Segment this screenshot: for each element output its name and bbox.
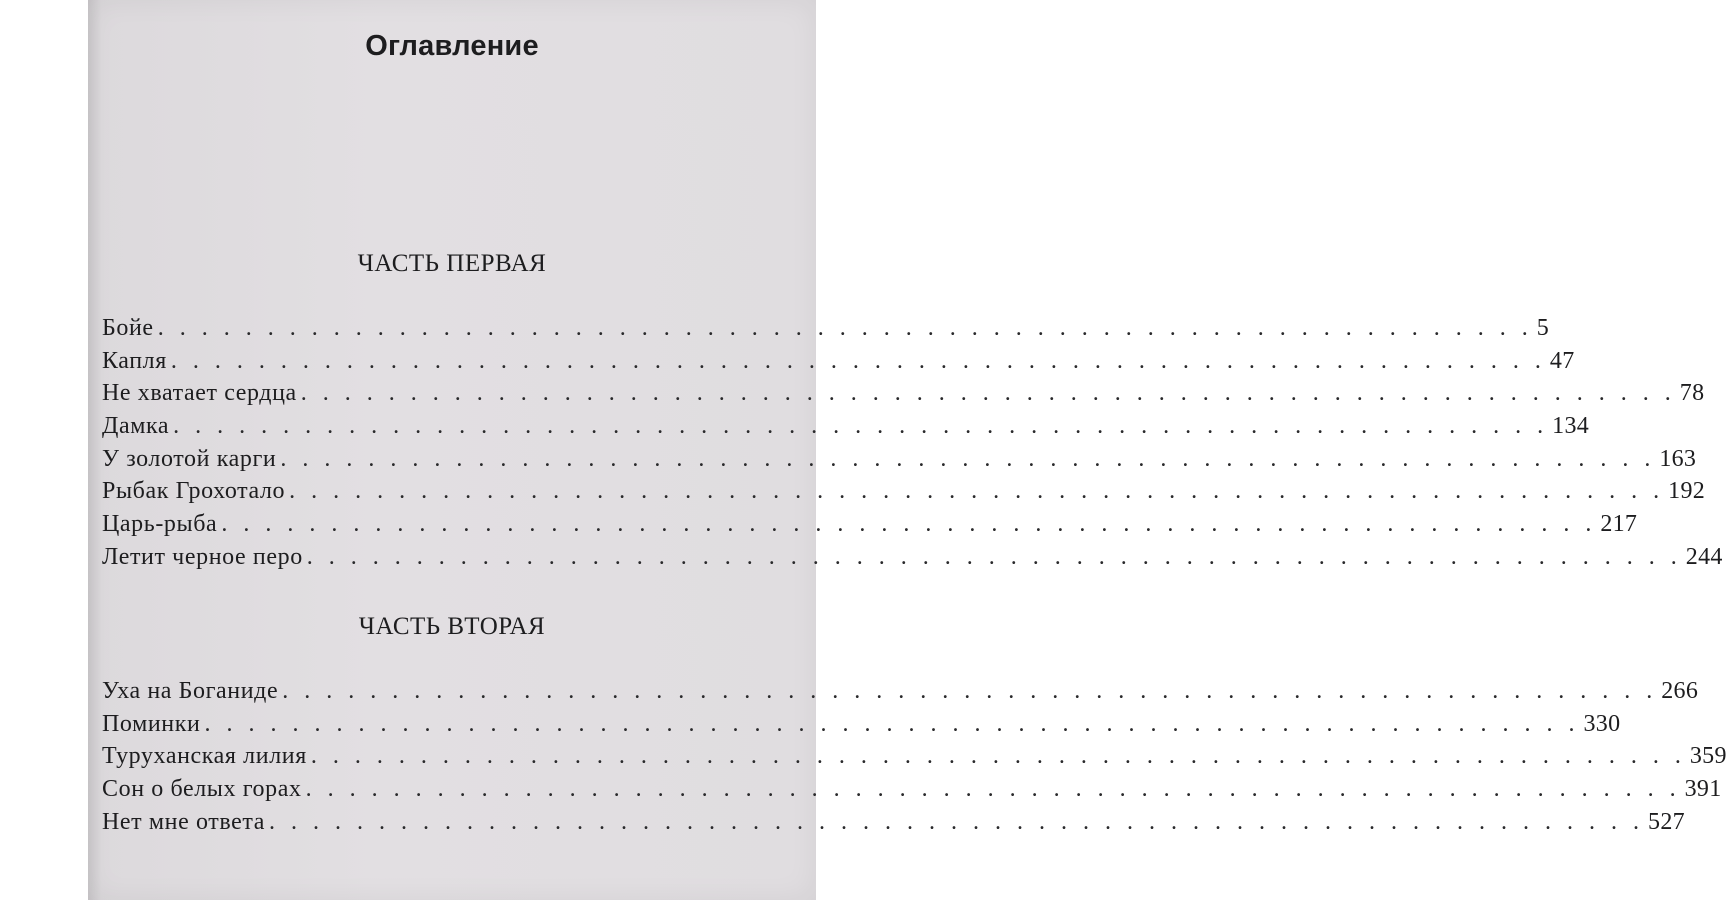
toc-entry-page: 163 bbox=[1659, 445, 1697, 472]
toc-entry[interactable] bbox=[102, 475, 1706, 508]
dot-leader: . . . . . . . . . . . . . . . . . . . . . . . . . . . . . . . . . . . . . . . . . . . . . . . . . . . . . . . . . . . . . . . bbox=[204, 710, 1580, 737]
dot-leader: . . . . . . . . . . . . . . . . . . . . . . . . . . . . . . . . . . . . . . . . . . . . . . . . . . . . . . . . . . . . . . . bbox=[170, 347, 1546, 374]
toc-entry-title: Летит черное перо bbox=[102, 543, 303, 570]
dot-leader: . . . . . . . . . . . . . . . . . . . . . . . . . . . . . . . . . . . . . . . . . . . . . . . . . . . . . . . . . . . . . . . bbox=[157, 315, 1533, 341]
dot-leader: . . . . . . . . . . . . . . . . . . . . . . . . . . . . . . . . . . . . . . . . . . . . . . . . . . . . . . . . . . . . . . . bbox=[289, 478, 1665, 505]
part-one-heading: ЧАСТЬ ПЕРВАЯ bbox=[357, 250, 547, 277]
toc-entry[interactable] bbox=[102, 508, 1638, 541]
toc-entry-title: Уха на Боганиде bbox=[102, 678, 279, 704]
toc-entry-title: У золотой карги bbox=[102, 445, 277, 472]
toc-entry-title: Нет мне ответа bbox=[102, 808, 266, 835]
toc-entry[interactable] bbox=[102, 773, 1722, 806]
part-two-entries bbox=[102, 675, 1727, 838]
dot-leader: . . . . . . . . . . . . . . . . . . . . . . . . . . . . . . . . . . . . . . . . . . . . . . . . . . . . . . . . . . . . . . . bbox=[269, 808, 1645, 835]
dot-leader: . . . . . . . . . . . . . . . . . . . . . . . . . . . . . . . . . . . . . . . . . . . . . . . . . . . . . . . . . . . . . . . bbox=[280, 445, 1656, 472]
toc-entry-title: Туруханская лилия bbox=[102, 743, 307, 770]
toc-entry-title: Бойе bbox=[102, 315, 154, 341]
toc-entry[interactable] bbox=[102, 740, 1727, 773]
toc-entry[interactable] bbox=[102, 443, 1697, 476]
toc-entry-page: 192 bbox=[1668, 478, 1706, 505]
toc-entry-page: 266 bbox=[1661, 678, 1699, 704]
toc-entry[interactable] bbox=[102, 541, 1723, 574]
toc-entry-title: Поминки bbox=[102, 710, 201, 737]
toc-entry-title: Дамка bbox=[102, 413, 170, 440]
toc-entry-title: Царь-рыба bbox=[102, 511, 218, 538]
toc-entry[interactable] bbox=[102, 806, 1685, 839]
toc-entry-title: Сон о белых горах bbox=[102, 776, 302, 803]
dot-leader: . . . . . . . . . . . . . . . . . . . . . . . . . . . . . . . . . . . . . . . . . . . . . . . . . . . . . . . . . . . . . . . bbox=[306, 543, 1682, 570]
toc-entry[interactable] bbox=[102, 377, 1705, 410]
toc-entry-title: Капля bbox=[102, 347, 167, 374]
toc-entry[interactable] bbox=[102, 312, 1549, 345]
dot-leader: . . . . . . . . . . . . . . . . . . . . . . . . . . . . . . . . . . . . . . . . . . . . . . . . . . . . . . . . . . . . . . . bbox=[305, 776, 1681, 803]
toc-entry-title: Рыбак Грохотало bbox=[102, 478, 286, 505]
book-page bbox=[88, 0, 1727, 900]
toc-entry[interactable] bbox=[102, 345, 1575, 378]
toc-entry-page: 244 bbox=[1685, 543, 1723, 570]
page-gutter-shadow bbox=[88, 0, 102, 900]
part-two-heading: ЧАСТЬ ВТОРАЯ bbox=[358, 613, 546, 640]
toc-entry-page: 527 bbox=[1648, 808, 1685, 835]
toc-entry-page: 134 bbox=[1552, 413, 1590, 440]
dot-leader: . . . . . . . . . . . . . . . . . . . . . . . . . . . . . . . . . . . . . . . . . . . . . . . . . . . . . . . . . . . . . . . bbox=[221, 511, 1597, 538]
toc-entry[interactable] bbox=[102, 708, 1621, 741]
page-title: Оглавление bbox=[365, 30, 539, 62]
dot-leader: . . . . . . . . . . . . . . . . . . . . . . . . . . . . . . . . . . . . . . . . . . . . . . . . . . . . . . . . . . . . . . . bbox=[282, 678, 1658, 704]
toc-entry-page: 78 bbox=[1679, 380, 1705, 407]
dot-leader: . . . . . . . . . . . . . . . . . . . . . . . . . . . . . . . . . . . . . . . . . . . . . . . . . . . . . . . . . . . . . . . bbox=[310, 743, 1686, 770]
dot-leader: . . . . . . . . . . . . . . . . . . . . . . . . . . . . . . . . . . . . . . . . . . . . . . . . . . . . . . . . . . . . . . . bbox=[173, 413, 1549, 440]
toc-entry-page: 5 bbox=[1536, 315, 1549, 341]
part-one-entries bbox=[102, 312, 1723, 574]
toc-entry[interactable] bbox=[102, 675, 1699, 708]
toc-entry-page: 217 bbox=[1600, 511, 1638, 538]
toc-entry-page: 391 bbox=[1684, 776, 1722, 803]
toc-entry-page: 330 bbox=[1583, 710, 1621, 737]
toc-entry-page: 47 bbox=[1549, 347, 1575, 374]
toc-entry-page: 359 bbox=[1689, 743, 1727, 770]
dot-leader: . . . . . . . . . . . . . . . . . . . . . . . . . . . . . . . . . . . . . . . . . . . . . . . . . . . . . . . . . . . . . . . bbox=[300, 380, 1676, 407]
toc-entry[interactable] bbox=[102, 410, 1590, 443]
toc-entry-title: Не хватает сердца bbox=[102, 380, 297, 407]
